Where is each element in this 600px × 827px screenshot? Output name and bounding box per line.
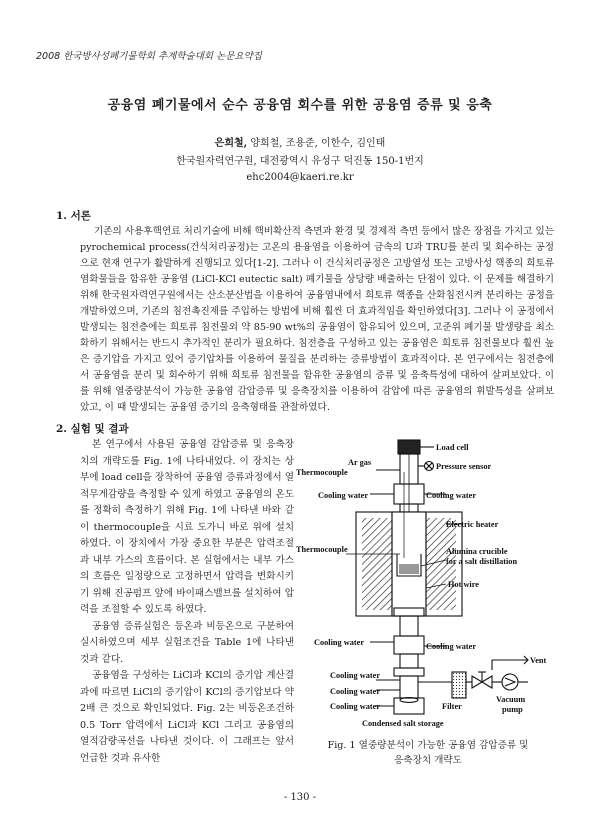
- paper-title: 공융염 폐기물에서 순수 공융염 회수를 위한 공융염 증류 및 응축: [107, 98, 493, 113]
- label-cooling-water-5: Cooling water: [330, 702, 381, 711]
- figure-caption: [294, 738, 562, 768]
- label-cooling-water-2r: Cooling water: [426, 642, 477, 651]
- section-title-method: 2. 실험 및 결과: [56, 423, 129, 435]
- label-cooling-water-1l: Cooling water: [318, 491, 369, 500]
- method-paragraph-2: 공융염 증류실험은 등온과 비등온으로 구분하여 실시하였으며 세부 실험조건을 Table 1에 나타낸 것과 같다.: [80, 620, 294, 665]
- label-thermocouple-top: Thermocouple: [296, 468, 348, 477]
- label-electric-heater: Electric heater: [446, 520, 499, 529]
- caption-line-2: 응축장치 개략도: [394, 755, 462, 766]
- author-email: ehc2004@kaeri.re.kr: [246, 172, 354, 183]
- method-paragraph-3: 공융염을 구성하는 LiCl과 KCl의 증기압 계산결과에 따르면 LiCl의 증기압이 KCl의 증기압보다 약 2배 큰 것으로 확인되었다. Fig. 2는 비등온조건하 0.5 Torr 압력에서 LiCl과 KCl 그리고 공융염의 열적감량곡선을 나타낸 것이다. 이 그래프는 앞서 언급한 것과 유사한: [80, 670, 294, 764]
- label-cooling-water-2l: Cooling water: [314, 638, 365, 647]
- label-ar-gas: Ar gas: [348, 458, 372, 467]
- label-vacuum-pump-2: pump: [502, 705, 523, 714]
- label-load-cell: Load cell: [436, 443, 469, 452]
- proceedings-header: 2008 한국방사성폐기물학회 추계학술대회 논문요약집: [36, 51, 262, 62]
- section-title-intro: 1. 서론: [56, 210, 91, 222]
- label-filter: Filter: [442, 702, 462, 711]
- author-line: [0, 134, 600, 149]
- label-cooling-water-1r: Cooling water: [426, 491, 477, 500]
- label-pressure-sensor: Pressure sensor: [436, 462, 492, 471]
- filter: [452, 672, 466, 698]
- label-condensed-salt: Condensed salt storage: [362, 719, 444, 728]
- load-cell-block: [398, 440, 420, 454]
- coauthors: 양희철, 조용준, 이한수, 김인태: [247, 138, 386, 149]
- apparatus-figure: [296, 432, 558, 732]
- affiliation: 한국원자력연구원, 대전광역시 유성구 덕진동 150-1번지: [176, 156, 424, 167]
- label-vent: Vent: [530, 656, 547, 665]
- label-cooling-water-4: Cooling water: [330, 687, 381, 696]
- lead-author: 은희철,: [214, 138, 248, 149]
- condensed-salt-storage: [394, 698, 424, 714]
- condenser: [400, 676, 418, 698]
- label-crucible-1: Alumina crucible: [446, 547, 508, 556]
- page-number: - 130 -: [283, 792, 317, 803]
- intro-paragraph: [80, 224, 554, 416]
- cooling-jacket-2: [394, 636, 424, 654]
- intro-text: 기존의 사용후핵연료 처리기술에 비해 핵비확산적 측면과 환경 및 경제적 측면 등에서 많은 장점을 가지고 있는 pyrochemical process(건식처리공정)는 고온의 용융염을 이용하여 금속의 U과 TRU를 분리 및 회수하는 공정으로 현재 연구가 활발하게 진행되고 있다[1-2]. 그러나 이 건식처리공정은 고방열성 또는 고방사성 핵종의 희토류 염화물들을 함유한 공융염 (LiCl-KCl eutectic salt) 폐기물을 상당량 배출하는 단점이 있다. 이 문제를 해결하기 위해 한국원자력연구원에서는 산소분산법을 이용하여 공융염내에서 희토류 핵종을 산화침전시켜 분리하는 공정을 개발하였으며, 기존의 침전촉진제를 주입하는 방법에 비해 훨씬 더 효과적임을 확인하였다[3]. 그러나 이 공정에서 발생되는 침전층에는 희토류 침전물외 약 85-90 wt%의 공융염이 함유되어 있으며, 고준위 폐기물 발생량을 최소화하기 위해서는 반드시 추가적인 분리가 필요하다. 침전층을 구성하고 있는 공융염은 희토류 침전물보다 훨씬 높은 증기압을 가지고 있어 증기압차를 이용하여 물질을 분리하는 증류방법이 효과적이다. 본 연구에서는 침전층에서 공융염을 분리 및 회수하기 위해 희토류 침전물을 함유한 공융염의 증류 및 응축특성에 대하여 살펴보았다. 이를 위해 열중량분석이 가능한 공융염 감압증류 및 응축장치를 이용하여 감압에 따른 공융염의 휘발특성을 살펴보았고, 이 때 발생되는 공융염 증기의 응축형태를 관찰하였다.: [80, 226, 554, 413]
- label-vacuum-pump-1: Vacuum: [496, 695, 526, 704]
- label-cooling-water-3: Cooling water: [330, 671, 381, 680]
- label-thermocouple-mid: Thermocouple: [296, 545, 348, 554]
- method-column: [80, 437, 294, 767]
- method-paragraph-1: 본 연구에서 사용된 공융염 감압증류 및 응축장치의 개략도를 Fig. 1에 나타내었다. 이 장치는 상부에 load cell을 장착하여 공융염 증류과정에서 열적무게감량을 측정할 수 있게 하였고 공융염의 온도를 정확히 측정하기 위해 Fig. 1에 나타낸 바와 같이 thermocouple을 시료 도가니 바로 위에 설치하였다. 이 장치에서 가장 중요한 부분은 압력조절과 내부 가스의 흐름이다. 본 실험에서는 내부 가스의 흐름은 일정량으로 고정하면서 압력을 변화시키기 위해 진공펌프 앞에 바이패스밸브를 설치하여 압력을 조절할 수 있도록 하였다.: [80, 439, 294, 615]
- label-hot-wire: Hot wire: [448, 580, 479, 589]
- caption-line-1: Fig. 1 열중량분석이 가능한 공융염 감압증류 및: [327, 740, 529, 751]
- label-crucible-2: for a salt distillation: [446, 557, 518, 566]
- bypass-valve-icon: [472, 676, 482, 688]
